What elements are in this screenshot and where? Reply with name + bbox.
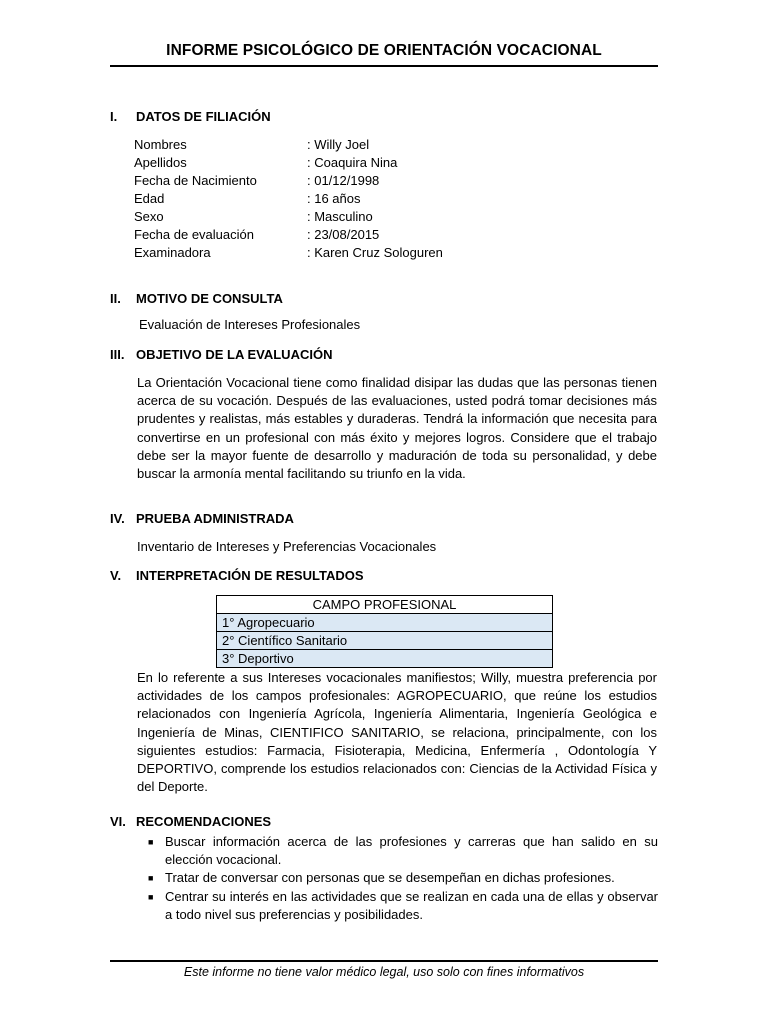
recomendacion-text: Buscar información acerca de las profesiones y carreras que han salido en su elección vocacional.: [165, 834, 658, 868]
filiacion-label: Examinadora: [134, 245, 211, 260]
filiacion-row-fecha-evaluacion: [134, 226, 443, 244]
campo-cell: 1° Agropecuario: [217, 614, 553, 632]
campo-profesional-table: [216, 595, 553, 668]
section-title: RECOMENDACIONES: [136, 814, 272, 829]
footer-divider: [110, 960, 658, 962]
list-item: [148, 888, 658, 924]
section-heading-filiacion: [110, 109, 271, 124]
section-heading-resultados: [110, 568, 364, 583]
section-title: DATOS DE FILIACIÓN: [136, 109, 271, 124]
section-number: II.: [110, 291, 121, 306]
recomendaciones-list: [148, 833, 658, 924]
filiacion-label: Sexo: [134, 209, 164, 224]
filiacion-label: Edad: [134, 191, 165, 206]
recomendacion-text: Centrar su interés en las actividades que se realizan en cada una de ellas y observar a todo nivel sus preferencias y posibilidades.: [165, 888, 658, 922]
filiacion-label: Fecha de evaluación: [134, 227, 254, 242]
filiacion-list: [134, 136, 443, 262]
filiacion-label: Nombres: [134, 137, 187, 152]
footer-note: Este informe no tiene valor médico legal, uso solo con fines informativos: [183, 965, 585, 979]
section-heading-motivo: [110, 291, 283, 306]
filiacion-row-examinadora: [134, 244, 443, 262]
filiacion-row-nombres: [134, 136, 443, 154]
filiacion-row-apellidos: [134, 154, 443, 172]
section-number: III.: [110, 347, 125, 362]
prueba-text: Inventario de Intereses y Preferencias Vocacionales: [137, 539, 437, 554]
section-heading-recomendaciones: [110, 814, 271, 829]
filiacion-value: : 01/12/1998: [307, 173, 380, 188]
campo-cell: 3° Deportivo: [217, 650, 553, 668]
filiacion-row-sexo: [134, 208, 443, 226]
section-title: MOTIVO DE CONSULTA: [136, 291, 283, 306]
list-item: [148, 869, 658, 887]
filiacion-value: : Masculino: [307, 209, 373, 224]
table-row: [217, 632, 553, 650]
section-heading-prueba: [110, 511, 294, 526]
table-header-row: [217, 596, 553, 614]
section-title: INTERPRETACIÓN DE RESULTADOS: [136, 568, 364, 583]
filiacion-value: : Coaquira Nina: [307, 155, 398, 170]
filiacion-value: : Willy Joel: [307, 137, 370, 152]
bullet-icon: ■: [148, 891, 154, 902]
list-item: [148, 833, 658, 869]
filiacion-label: Fecha de Nacimiento: [134, 173, 257, 188]
section-number: IV.: [110, 511, 125, 526]
motivo-text: Evaluación de Intereses Profesionales: [139, 317, 361, 332]
table-row: [217, 650, 553, 668]
section-number: I.: [110, 109, 118, 124]
section-number: V.: [110, 568, 122, 583]
filiacion-value: : 23/08/2015: [307, 227, 380, 242]
section-heading-objetivo: [110, 347, 332, 362]
recomendacion-text: Tratar de conversar con personas que se desempeñan en dichas profesiones.: [165, 870, 615, 886]
bullet-icon: ■: [148, 873, 154, 884]
campo-cell: 2° Científico Sanitario: [217, 632, 553, 650]
objetivo-paragraph: La Orientación Vocacional tiene como finalidad disipar las dudas que las personas tienen acerca de su vocación. Después de las evaluaciones, usted podrá tomar decisiones más prudentes y realistas, más estables y duraderas. Tendrá la información que necesita para convertirse en un profesional con más éxito y mejores logros. Considere que el trabajo debe ser la mayor fuente de desarrollo y maduración de toda su personalidad, y debe buscar la armonía mental facilitando su triunfo en la vida.: [137, 375, 657, 482]
bullet-icon: ■: [148, 837, 154, 847]
interpretacion-paragraph: En lo referente a sus Intereses vocacionales manifiestos; Willy, muestra preferencia por actividades de los campos profesionales: AGROPECUARIO, que reúne los estudios relacionados con Ingeniería Agrícola, Ingeniería Alimentaria, Ingeniería Geológica e Ingeniería de Minas, CIENTIFICO SANITARIO, se relaciona, principalmente, con los siguientes estudios: Farmacia, Fisioterapia, Medicina, Enfermería , Odontología Y DEPORTIVO, comprende los estudios relacionados con: Ciencias de la Actividad Física y del Deporte.: [137, 670, 657, 795]
table-header-cell: CAMPO PROFESIONAL: [217, 596, 553, 614]
section-title: OBJETIVO DE LA EVALUACIÓN: [136, 347, 333, 362]
filiacion-row-edad: [134, 190, 443, 208]
filiacion-row-nacimiento: [134, 172, 443, 190]
filiacion-value: : Karen Cruz Sologuren: [307, 245, 443, 260]
filiacion-label: Apellidos: [134, 155, 187, 170]
filiacion-value: : 16 años: [307, 191, 361, 206]
table-row: [217, 614, 553, 632]
section-title: PRUEBA ADMINISTRADA: [136, 511, 294, 526]
page-title: INFORME PSICOLÓGICO DE ORIENTACIÓN VOCACIONAL: [166, 42, 602, 59]
header-divider: [110, 65, 658, 67]
section-number: VI.: [110, 814, 126, 829]
